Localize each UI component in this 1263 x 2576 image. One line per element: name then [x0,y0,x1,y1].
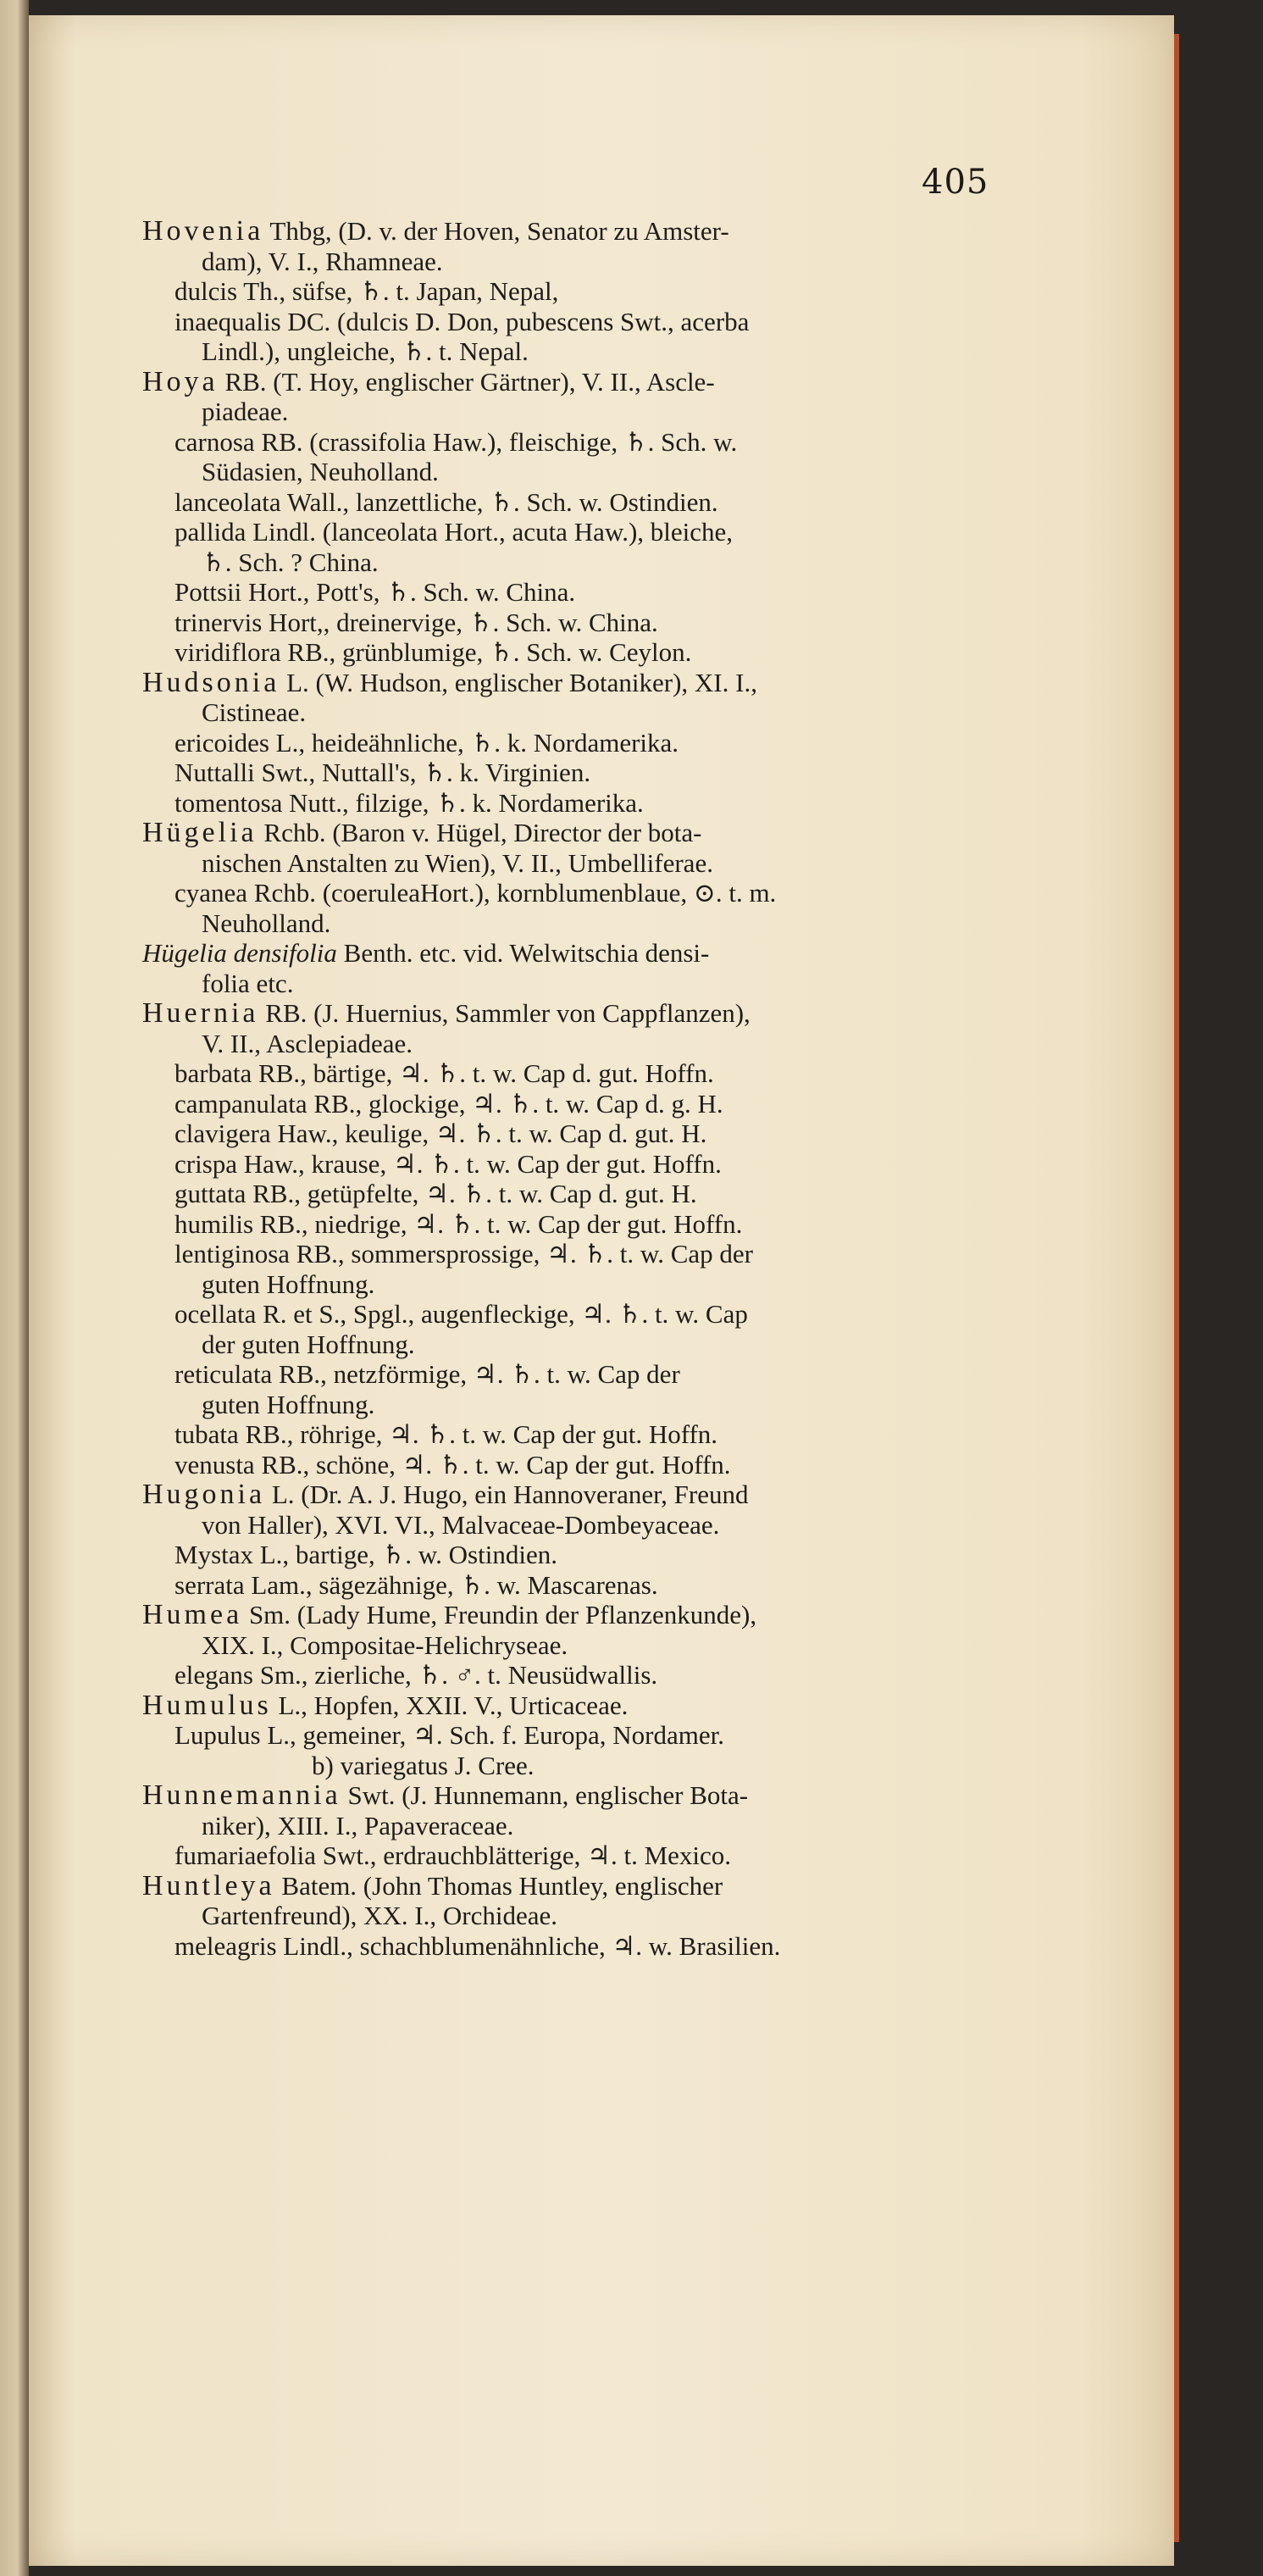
genus-description: Thbg, (D. v. der Hoven, Senator zu Amster- [263,216,729,246]
genus-name: Huntleya [142,1869,275,1901]
species-entry-line: reticulata RB., netzförmige, ♃. ♄. t. w. Cap der [174,1359,680,1389]
entry-continuation-line: piadeae. [202,397,289,426]
genus-heading-line [142,1600,1040,1630]
species-entry-line: ericoides L., heideähnliche, ♄. k. Nordamerika. [174,727,679,758]
species-entry-line: Mystax L., bartige, ♄. w. Ostindien. [174,1540,557,1569]
index-entries [142,216,1040,1961]
entry-continuation-line: Neuholland. [202,908,331,938]
entry-continuation-line: der guten Hoffnung. [202,1329,415,1359]
genus-description: Sm. (Lady Hume, Freundin der Pflanzenkunde), [242,1600,757,1629]
genus-description: Batem. (John Thomas Huntley, englischer [274,1870,723,1901]
genus-name: Hugonia [142,1479,266,1510]
species-entry-line: fumariaefolia Swt., erdrauchblätterige, ♃. t. Mexico. [174,1840,732,1870]
genus-description: L., Hopfen, XXII. V., Urticaceae. [271,1690,629,1720]
entry-continuation-line: niker), XIII. I., Papaveraceae. [202,1810,514,1840]
species-entry-line: Pottsii Hort., Pott's, ♄. Sch. w. China. [174,577,576,607]
entry-continuation-line: dam), V. I., Rhamneae. [202,246,443,276]
genus-heading-line [142,1871,1040,1901]
species-entry-line: clavigera Haw., keulige, ♃. ♄. t. w. Cap d. gut. H. [174,1119,707,1148]
species-entry-line: Lupulus L., gemeiner, ♃. Sch. f. Europa, Nordamer. [174,1720,724,1750]
genus-heading-line [142,938,1040,969]
species-entry-line: viridiflora RB., grünblumige, ♄. Sch. w. Ceylon. [174,637,692,667]
genus-heading-line [142,998,1040,1029]
species-entry-line: pallida Lindl. (lanceolata Hort., acuta Haw.), bleiche, [174,517,734,547]
genus-heading-line [142,818,1040,848]
species-entry-line: inaequalis DC. (dulcis D. Don, pubescens Swt., acerba [174,306,750,336]
species-entry-line: trinervis Hort,, dreinervige, ♄. Sch. w. China. [174,607,658,637]
entry-continuation-line: Cistineae. [202,697,307,727]
entry-continuation-line: guten Hoffnung. [202,1269,375,1299]
entry-continuation-line: guten Hoffnung. [202,1389,375,1419]
genus-heading-line [142,1780,1040,1811]
page-edge-binding [1174,34,1179,2542]
entry-continuation-line: V. II., Asclepiadeae. [202,1028,413,1058]
genus-description: Swt. (J. Hunnemann, englischer Bota- [341,1780,749,1810]
genus-description: RB. (T. Hoy, englischer Gärtner), V. II., Ascle- [218,366,715,397]
entry-continuation-line: folia etc. [202,968,294,998]
species-entry-line: Nuttalli Swt., Nuttall's, ♄. k. Virginien. [174,758,591,787]
genus-heading-line [142,1690,1040,1721]
entry-continuation-line: Südasien, Neuholland. [202,457,439,486]
genus-description: L. (Dr. A. J. Hugo, ein Hannoveraner, Freund [265,1480,749,1509]
species-entry-line: humilis RB., niedrige, ♃. ♄. t. w. Cap der gut. Hoffn. [174,1208,743,1239]
genus-description: Benth. etc. vid. Welwitschia densi- [336,938,710,968]
entry-continuation-line: Lindl.), ungleiche, ♄. t. Nepal. [202,336,529,366]
entry-continuation-line: nischen Anstalten zu Wien), V. II., Umbelliferae. [202,847,713,878]
species-entry-line: elegans Sm., zierliche, ♄. ♂. t. Neusüdwallis. [174,1660,658,1690]
genus-name: Hügelia [142,817,258,848]
entry-continuation-line: XIX. I., Compositae-Helichryseae. [202,1629,568,1660]
genus-name: Hügelia densifolia [142,938,337,968]
genus-heading-line [142,216,1040,247]
species-entry-line: lentiginosa RB., sommersprossige, ♃. ♄. t. w. Cap der [174,1239,753,1269]
species-entry-line: lanceolata Wall., lanzettliche, ♄. Sch. w. Ostindien. [174,486,718,517]
genus-heading-line [142,367,1040,397]
species-entry-line: dulcis Th., süfse, ♄. t. Japan, Nepal, [174,276,559,306]
genus-name: Huernia [142,997,259,1029]
species-entry-line: carnosa RB. (crassifolia Haw.), fleischige, ♄. Sch. w. [174,426,738,457]
genus-name: Hudsonia [142,666,280,698]
entry-continuation-line: ♄. Sch. ? China. [202,547,379,577]
genus-name: Humulus [142,1689,272,1721]
entry-continuation-line: Gartenfreund), XX. I., Orchideae. [202,1901,558,1930]
genus-name: Hovenia [142,215,264,247]
species-entry-line: cyanea Rchb. (coeruleaHort.), kornblumenblaue, ⊙. t. m. [174,878,777,908]
genus-heading-line [142,1480,1040,1510]
species-entry-line: serrata Lam., sägezähnige, ♄. w. Mascarenas. [174,1569,658,1600]
genus-description: Rchb. (Baron v. Hügel, Director der bota- [257,818,702,847]
genus-heading-line [142,668,1040,698]
entry-continuation-line: von Haller), XVI. VI., Malvaceae-Dombeyaceae. [202,1509,720,1540]
genus-name: Hunnemannia [142,1779,341,1811]
species-entry-line: ocellata R. et S., Spgl., augenfleckige, ♃. ♄. t. w. Cap [174,1299,748,1329]
species-entry-line: tubata RB., röhrige, ♃. ♄. t. w. Cap der gut. Hoffn. [174,1419,718,1449]
species-entry-line: tomentosa Nutt., filzige, ♄. k. Nordamerika. [174,787,644,818]
species-entry-line: venusta RB., schöne, ♃. ♄. t. w. Cap der gut. Hoffn. [174,1449,731,1480]
genus-description: RB. (J. Huernius, Sammler von Cappflanzen), [258,998,751,1028]
species-entry-line: crispa Haw., krause, ♃. ♄. t. w. Cap der gut. Hoffn. [174,1148,722,1179]
species-entry-line: meleagris Lindl., schachblumenähnliche, ♃. w. Brasilien. [174,1930,781,1961]
species-entry-line: campanulata RB., glockige, ♃. ♄. t. w. Cap d. g. H. [174,1088,723,1119]
page-number: 405 [922,163,989,202]
entry-continuation-line: b) variegatus J. Cree. [312,1750,535,1780]
species-entry-line: guttata RB., getüpfelte, ♃. ♄. t. w. Cap d. gut. H. [174,1179,697,1208]
genus-name: Hoya [142,365,219,397]
facing-page-edge [0,0,29,2576]
genus-description: L. (W. Hudson, englischer Botaniker), XI. I., [280,667,757,697]
species-entry-line: barbata RB., bärtige, ♃. ♄. t. w. Cap d. gut. Hoffn. [174,1058,714,1088]
genus-name: Humea [142,1599,243,1630]
